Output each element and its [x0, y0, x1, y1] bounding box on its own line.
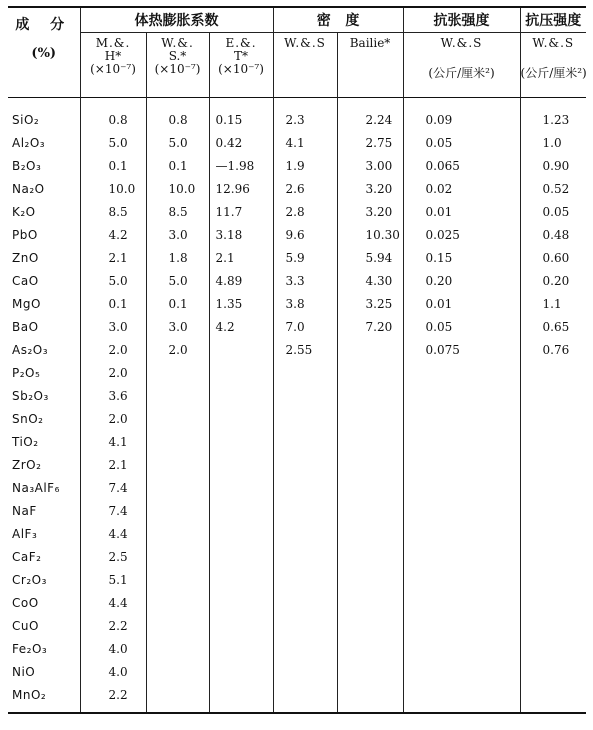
table-row — [8, 98, 586, 132]
compressive-cell: 1.0 — [520, 131, 586, 154]
tensile-unit: (公斤/厘米²) — [428, 66, 495, 80]
oxide-cell: Fe₂O₃ — [12, 641, 48, 656]
mh-cell: 4.0 — [80, 660, 146, 683]
density-ws-cell — [273, 545, 337, 568]
mh-cell: 2.5 — [80, 545, 146, 568]
mh-cell: 4.2 — [80, 223, 146, 246]
density-ws-cell — [273, 660, 337, 683]
mh-cell: 2.1 — [80, 453, 146, 476]
density-ws-cell — [273, 384, 337, 407]
ws-cell: 0.1 — [146, 154, 209, 177]
ws-cell — [146, 591, 209, 614]
ws-cell — [146, 453, 209, 476]
ws-cell — [146, 522, 209, 545]
ws-cell — [146, 568, 209, 591]
et-cell: 2.1 — [209, 246, 273, 269]
density-bailie-cell: 2.24 — [337, 98, 403, 132]
tensile-group-header: 抗张强度 — [403, 7, 520, 33]
density-bailie-cell — [337, 476, 403, 499]
ws-cell — [146, 499, 209, 522]
mh-subheader — [80, 33, 146, 98]
ws-cell: 0.8 — [146, 98, 209, 132]
ws-cell: 8.5 — [146, 200, 209, 223]
density-ws-cell — [273, 407, 337, 430]
et-line2: T* — [234, 49, 249, 63]
tensile-cell — [403, 591, 520, 614]
density-ws-cell: 2.6 — [273, 177, 337, 200]
mh-line1: M.&. — [95, 36, 131, 50]
table-row — [8, 292, 586, 315]
oxide-cell: Na₂O — [12, 181, 45, 196]
density-ws-cell — [273, 361, 337, 384]
density-ws-cell: 1.9 — [273, 154, 337, 177]
density-ws-cell: 3.3 — [273, 269, 337, 292]
oxide-cell: Sb₂O₃ — [12, 388, 49, 403]
compressive-cell — [520, 683, 586, 713]
density-bailie-cell — [337, 591, 403, 614]
table-row — [8, 338, 586, 361]
table-row — [8, 453, 586, 476]
component-label: 成 分 — [15, 17, 73, 33]
oxide-cell: Na₃AlF₆ — [12, 480, 60, 495]
oxide-cell: MgO — [12, 296, 41, 311]
tensile-cell — [403, 660, 520, 683]
oxide-cell: CuO — [12, 618, 39, 633]
compressive-cell: 0.05 — [520, 200, 586, 223]
oxide-cell: NiO — [12, 664, 36, 679]
tensile-cell — [403, 522, 520, 545]
density-bailie-cell — [337, 384, 403, 407]
density-ws-cell — [273, 591, 337, 614]
table-row — [8, 384, 586, 407]
compressive-cell: 0.48 — [520, 223, 586, 246]
density-ws-cell: 2.55 — [273, 338, 337, 361]
et-subheader — [209, 33, 273, 98]
table-row — [8, 246, 586, 269]
density-ws-cell — [273, 614, 337, 637]
table-row — [8, 154, 586, 177]
et-cell — [209, 476, 273, 499]
density-ws-cell — [273, 499, 337, 522]
compressive-cell — [520, 430, 586, 453]
density-bailie-cell — [337, 614, 403, 637]
tensile-cell: 0.02 — [403, 177, 520, 200]
table-row — [8, 522, 586, 545]
mh-cell: 5.0 — [80, 131, 146, 154]
density-ws-cell: 9.6 — [273, 223, 337, 246]
oxide-cell: CaF₂ — [12, 549, 42, 564]
density-ws-subheader — [273, 33, 337, 98]
et-cell — [209, 568, 273, 591]
tensile-cell: 0.025 — [403, 223, 520, 246]
tensile-cell — [403, 384, 520, 407]
tensile-cell — [403, 614, 520, 637]
density-ws-cell — [273, 637, 337, 660]
oxide-cell: ZnO — [12, 250, 39, 265]
oxide-cell: TiO₂ — [12, 434, 39, 449]
oxide-cell: P₂O₅ — [12, 365, 41, 380]
compressive-unit: (公斤/厘米²) — [520, 66, 587, 80]
et-cell: 0.15 — [209, 98, 273, 132]
ws-cell: 0.1 — [146, 292, 209, 315]
expansion-group-header: 体热膨胀系数 — [80, 7, 273, 33]
compressive-cell: 0.20 — [520, 269, 586, 292]
ws-line1: W.&. — [161, 36, 194, 50]
et-cell: 4.2 — [209, 315, 273, 338]
density-bailie-cell — [337, 453, 403, 476]
mh-cell: 3.0 — [80, 315, 146, 338]
density-bailie-cell: 4.30 — [337, 269, 403, 292]
mh-cell: 2.0 — [80, 338, 146, 361]
mh-cell: 2.1 — [80, 246, 146, 269]
table-row — [8, 361, 586, 384]
density-bailie-cell — [337, 568, 403, 591]
density-ws-cell: 7.0 — [273, 315, 337, 338]
table-row — [8, 476, 586, 499]
et-cell — [209, 522, 273, 545]
mh-cell: 5.0 — [80, 269, 146, 292]
ws-cell: 2.0 — [146, 338, 209, 361]
tensile-cell — [403, 499, 520, 522]
density-ws-cell: 5.9 — [273, 246, 337, 269]
oxide-properties-table — [8, 6, 586, 714]
table-row — [8, 177, 586, 200]
table-header — [8, 7, 586, 98]
header-row-groups — [8, 7, 586, 33]
component-header — [8, 7, 80, 98]
density-ws-cell — [273, 568, 337, 591]
compressive-cell — [520, 545, 586, 568]
ws-cell: 5.0 — [146, 269, 209, 292]
oxide-cell: BaO — [12, 319, 39, 334]
et-cell: 12.96 — [209, 177, 273, 200]
tensile-cell: 0.01 — [403, 200, 520, 223]
et-cell — [209, 361, 273, 384]
density-bailie-cell: 3.20 — [337, 200, 403, 223]
mh-line3: (×10⁻⁷) — [90, 62, 136, 76]
density-bailie-cell: 2.75 — [337, 131, 403, 154]
et-cell — [209, 430, 273, 453]
percent-label: (%) — [31, 46, 57, 61]
compressive-cell — [520, 568, 586, 591]
table-row — [8, 614, 586, 637]
density-ws-cell: 3.8 — [273, 292, 337, 315]
density-bailie-cell — [337, 499, 403, 522]
ws-cell — [146, 476, 209, 499]
table-row — [8, 131, 586, 154]
density-bailie-cell: 3.00 — [337, 154, 403, 177]
compressive-cell — [520, 407, 586, 430]
table-row — [8, 568, 586, 591]
density-bailie-cell — [337, 430, 403, 453]
ws-cell — [146, 545, 209, 568]
et-cell: 11.7 — [209, 200, 273, 223]
table-row — [8, 499, 586, 522]
tensile-cell — [403, 568, 520, 591]
density-bailie-cell — [337, 361, 403, 384]
tensile-cell: 0.09 — [403, 98, 520, 132]
ws-cell — [146, 614, 209, 637]
oxide-cell: B₂O₃ — [12, 158, 42, 173]
table-row — [8, 591, 586, 614]
density-bailie-cell: 3.25 — [337, 292, 403, 315]
tensile-cell — [403, 453, 520, 476]
density-ws-cell: 2.8 — [273, 200, 337, 223]
tensile-cell — [403, 476, 520, 499]
table-row — [8, 637, 586, 660]
mh-cell: 4.0 — [80, 637, 146, 660]
compressive-cell — [520, 614, 586, 637]
density-ws-cell — [273, 522, 337, 545]
compressive-cell: 0.65 — [520, 315, 586, 338]
mh-cell: 2.2 — [80, 614, 146, 637]
mh-cell: 7.4 — [80, 499, 146, 522]
et-cell — [209, 499, 273, 522]
table-row — [8, 223, 586, 246]
et-line1: E.&. — [225, 36, 257, 50]
mh-cell: 4.4 — [80, 522, 146, 545]
et-cell — [209, 545, 273, 568]
mh-cell: 2.0 — [80, 407, 146, 430]
table-row — [8, 683, 586, 713]
ws-cell — [146, 430, 209, 453]
et-cell — [209, 591, 273, 614]
density-bailie-cell: 3.20 — [337, 177, 403, 200]
oxide-cell: NaF — [12, 503, 37, 518]
table-body — [8, 98, 586, 714]
tensile-cell: 0.15 — [403, 246, 520, 269]
compressive-cell: 1.23 — [520, 98, 586, 132]
oxide-cell: PbO — [12, 227, 38, 242]
mh-cell: 4.4 — [80, 591, 146, 614]
oxide-cell: MnO₂ — [8, 683, 80, 713]
density-bailie-cell: 5.94 — [337, 246, 403, 269]
density-group-header: 密 度 — [273, 7, 403, 33]
compressive-group-header: 抗压强度 — [520, 7, 586, 33]
density-bailie-cell: 10.30 — [337, 223, 403, 246]
ws-cell: 3.0 — [146, 223, 209, 246]
et-cell — [209, 407, 273, 430]
mh-cell: 0.8 — [80, 98, 146, 132]
density-ws-cell — [273, 453, 337, 476]
mh-cell: 3.6 — [80, 384, 146, 407]
compressive-cell — [520, 453, 586, 476]
mh-cell: 7.4 — [80, 476, 146, 499]
ws-cell — [146, 361, 209, 384]
compressive-cell — [520, 361, 586, 384]
density-bailie-cell — [337, 637, 403, 660]
ws-line3: (×10⁻⁷) — [154, 62, 201, 76]
density-bailie-subheader — [337, 33, 403, 98]
oxide-cell: K₂O — [12, 204, 36, 219]
ws-cell: 10.0 — [146, 177, 209, 200]
oxide-cell: As₂O₃ — [12, 342, 49, 357]
compressive-cell: 0.52 — [520, 177, 586, 200]
mh-cell: 0.1 — [80, 292, 146, 315]
tensile-cell — [403, 407, 520, 430]
density-bailie-cell — [337, 407, 403, 430]
ws-cell — [146, 683, 209, 713]
compressive-cell — [520, 384, 586, 407]
compressive-cell: 0.60 — [520, 246, 586, 269]
mh-cell: 2.2 — [80, 683, 146, 713]
et-cell — [209, 453, 273, 476]
et-cell: 1.35 — [209, 292, 273, 315]
oxide-cell: CaO — [12, 273, 39, 288]
ws-line2: S.* — [168, 49, 187, 63]
density-ws-label: W.&.S — [284, 36, 326, 50]
ws-cell — [146, 637, 209, 660]
compressive-cell — [520, 660, 586, 683]
compressive-cell — [520, 591, 586, 614]
table-row — [8, 200, 586, 223]
mh-cell: 10.0 — [80, 177, 146, 200]
density-bailie-cell: 7.20 — [337, 315, 403, 338]
et-cell — [209, 338, 273, 361]
tensile-cell — [403, 430, 520, 453]
table-row — [8, 545, 586, 568]
density-bailie-cell — [337, 660, 403, 683]
tensile-subheader — [403, 33, 520, 98]
table-row — [8, 430, 586, 453]
density-bailie-cell — [337, 545, 403, 568]
table-row — [8, 315, 586, 338]
et-cell: 4.89 — [209, 269, 273, 292]
tensile-cell: 0.065 — [403, 154, 520, 177]
oxide-cell: Al₂O₃ — [12, 135, 46, 150]
tensile-cell: 0.075 — [403, 338, 520, 361]
et-cell — [209, 637, 273, 660]
et-cell: 0.42 — [209, 131, 273, 154]
oxide-cell: AlF₃ — [12, 526, 38, 541]
tensile-cell — [403, 361, 520, 384]
table-row — [8, 660, 586, 683]
ws-cell: 3.0 — [146, 315, 209, 338]
table-row — [8, 407, 586, 430]
et-line3: (×10⁻⁷) — [218, 62, 264, 76]
et-cell: 3.18 — [209, 223, 273, 246]
et-cell — [209, 660, 273, 683]
density-ws-cell — [273, 430, 337, 453]
et-cell — [209, 683, 273, 713]
density-bailie-cell — [337, 338, 403, 361]
mh-cell: 4.1 — [80, 430, 146, 453]
compressive-ws-label: W.&.S — [532, 36, 575, 50]
tensile-cell — [403, 637, 520, 660]
et-cell — [209, 384, 273, 407]
compressive-cell — [520, 637, 586, 660]
mh-cell: 2.0 — [80, 361, 146, 384]
ws-cell — [146, 384, 209, 407]
mh-cell: 0.1 — [80, 154, 146, 177]
ws-subheader — [146, 33, 209, 98]
compressive-cell — [520, 522, 586, 545]
density-ws-cell — [273, 476, 337, 499]
tensile-cell: 0.05 — [403, 315, 520, 338]
density-ws-cell — [273, 683, 337, 713]
density-ws-cell: 4.1 — [273, 131, 337, 154]
compressive-cell — [520, 476, 586, 499]
compressive-subheader — [520, 33, 586, 98]
oxide-cell: SnO₂ — [12, 411, 44, 426]
density-bailie-cell — [337, 683, 403, 713]
mh-cell: 8.5 — [80, 200, 146, 223]
density-bailie-label: Bailie* — [349, 36, 391, 50]
compressive-cell — [520, 499, 586, 522]
oxide-cell: Cr₂O₃ — [12, 572, 47, 587]
compressive-cell: 0.76 — [520, 338, 586, 361]
mh-line2: H* — [104, 49, 122, 63]
et-cell — [209, 614, 273, 637]
ws-cell: 5.0 — [146, 131, 209, 154]
compressive-cell: 0.90 — [520, 154, 586, 177]
oxide-cell: SiO₂ — [12, 112, 40, 127]
density-ws-cell: 2.3 — [273, 98, 337, 132]
density-bailie-cell — [337, 522, 403, 545]
tensile-cell: 0.05 — [403, 131, 520, 154]
ws-cell — [146, 407, 209, 430]
header-row-subcolumns — [8, 33, 586, 98]
tensile-cell: 0.01 — [403, 292, 520, 315]
table-row — [8, 269, 586, 292]
tensile-ws-label: W.&.S — [440, 36, 483, 50]
ws-cell — [146, 660, 209, 683]
mh-cell: 5.1 — [80, 568, 146, 591]
oxide-cell: ZrO₂ — [12, 457, 42, 472]
oxide-cell: CoO — [12, 595, 39, 610]
et-cell: —1.98 — [209, 154, 273, 177]
compressive-cell: 1.1 — [520, 292, 586, 315]
ws-cell: 1.8 — [146, 246, 209, 269]
tensile-cell — [403, 683, 520, 713]
tensile-cell — [403, 545, 520, 568]
tensile-cell: 0.20 — [403, 269, 520, 292]
